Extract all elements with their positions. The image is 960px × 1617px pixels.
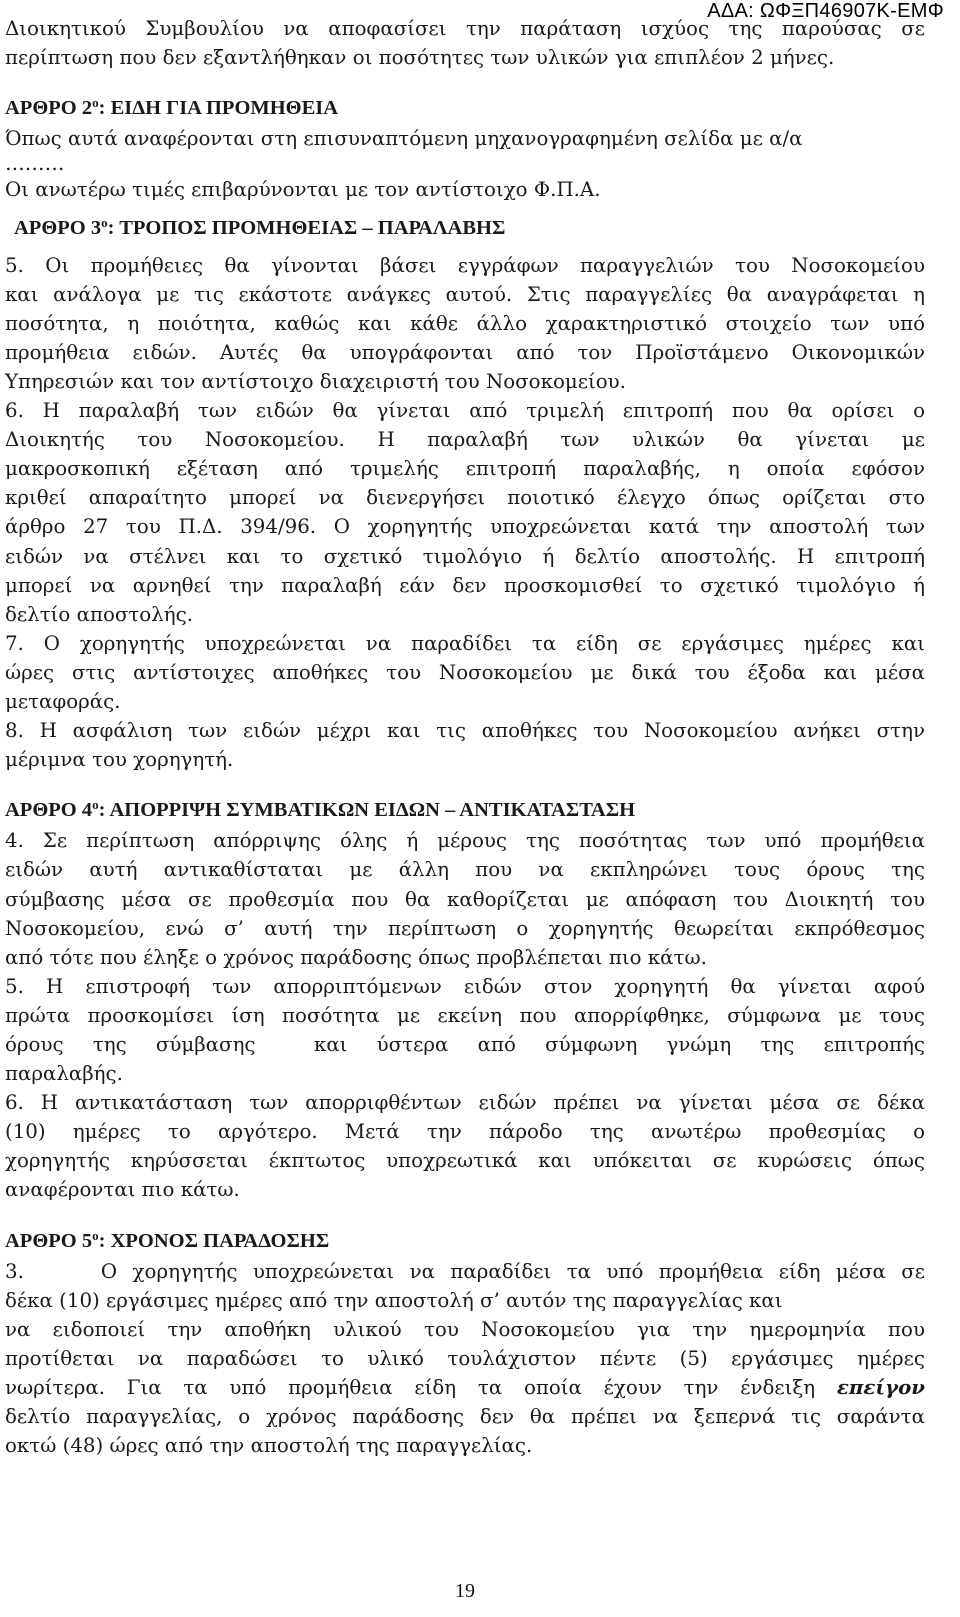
article-2-line: Όπως αυτά αναφέρονται στη επισυναπτόμενη μηχανογραφημένη σελίδα με α/α	[5, 127, 803, 151]
paragraph-line: Νοσοκομείου, ενώ σ’ αυτή την περίπτωση ο χορηγητής θεωρείται εκπρόθεσμος	[5, 916, 925, 940]
intro-line: περίπτωση που δεν εξαντλήθηκαν οι ποσότητες των υλικών για επιπλέον 2 μήνες.	[5, 46, 835, 70]
paragraph-line: αναφέρονται πιο κάτω.	[5, 1178, 240, 1202]
paragraph-line: 5. Η επιστροφή των απορριπτόμενων ειδών στον χορηγητή θα γίνεται αφού	[5, 974, 925, 998]
article-4-heading: ΑΡΘΡΟ $4^o$: ΑΠΟΡΡΙΨΗ ΣΥΜΒΑΤΙΚΩΝ ΕΙΔΩΝ – ΑΝΤΙΚΑΤΑΣΤΑΣΗ	[5, 797, 636, 822]
article-5-line: δελτίο παραγγελίας, ο χρόνος παράδοσης δεν θα πρέπει να ξεπερνά τις σαράντα	[5, 1405, 925, 1429]
article-2-heading: ΑΡΘΡΟ $2^o$: ΕΙΔΗ ΓΙΑ ΠΡΟΜΗΘΕΙΑ	[5, 95, 339, 120]
intro-line: Διοικητικού Συμβουλίου να αποφασίσει την παράταση ισχύος της παρούσας σε	[5, 17, 925, 40]
paragraph-line: παραλαβής.	[5, 1062, 123, 1086]
paragraph-line: ειδών αυτή αντικαθίσταται με άλλη που να εκπληρώνει τους όρους της	[5, 858, 925, 882]
paragraph-line: κριθεί απαραίτητο μπορεί να διενεργήσει ποιοτικό έλεγχο όπως ορίζεται στο	[5, 486, 925, 510]
article-5-line: οκτώ (48) ώρες από την αποστολή της παραγγελίας.	[5, 1434, 533, 1458]
paragraph-line: (10) ημέρες το αργότερο. Μετά την πάροδο της ανωτέρω προθεσμίας ο	[5, 1120, 925, 1144]
paragraph-line: χορηγητής κηρύσσεται έκπτωτος υποχρεωτικά και υπόκειται σε κυρώσεις όπως	[5, 1149, 925, 1173]
paragraph-line: 5. Οι προμήθειες θα γίνονται βάσει εγγράφων παραγγελιών του Νοσοκομείου	[5, 253, 925, 277]
page-number: 19	[455, 1580, 475, 1602]
article-3-heading: ΑΡΘΡΟ $3^o$: ΤΡΟΠΟΣ ΠΡΟΜΗΘΕΙΑΣ – ΠΑΡΑΛΑΒΗΣ	[14, 215, 506, 240]
paragraph-line: μακροσκοπική εξέταση από τριμελής επιτροπή παραλαβής, η οποία εφόσον	[5, 457, 925, 481]
article-2-line: ………	[5, 152, 65, 176]
article-3-body	[5, 251, 925, 775]
paragraph-line: 4. Σε περίπτωση απόρριψης όλης ή μέρους της ποσότητας των υπό προμήθεια	[5, 829, 925, 853]
paragraph-line: από τότε που έληξε ο χρόνος παράδοσης όπως προβλέπεται πιο κάτω.	[5, 945, 707, 969]
paragraph-line: μέριμνα του χορηγητή.	[5, 748, 234, 772]
paragraph-line: 6. Η αντικατάσταση των απορριφθέντων ειδών πρέπει να γίνεται μέσα σε δέκα	[5, 1091, 925, 1115]
paragraph-line: μπορεί να αρνηθεί την παραλαβή εάν δεν προσκομισθεί το σχετικό τιμολόγιο ή	[5, 573, 925, 597]
article-2-line: Οι ανωτέρω τιμές επιβαρύνονται με τον αντίστοιχο Φ.Π.Α.	[5, 178, 601, 202]
article-5-line: δέκα (10) εργάσιμες ημέρες από την αποστολή σ’ αυτόν της παραγγελίας και	[5, 1288, 783, 1312]
article-4-body	[5, 826, 925, 1204]
article-5-line: να ειδοποιεί την αποθήκη υλικού του Νοσοκομείου για την ημερομηνία που	[5, 1317, 925, 1341]
article-5-heading: ΑΡΘΡΟ $5^o$: ΧΡΟΝΟΣ ΠΑΡΑΔΟΣΗΣ	[5, 1227, 330, 1252]
urgent-emphasis: επείγον	[836, 1375, 925, 1400]
article-5-line: 3. Ο χορηγητής υποχρεώνεται να παραδίδει τα υπό προμήθεια είδη μέσα σε	[5, 1259, 925, 1283]
paragraph-line: Υπηρεσιών και τον αντίστοιχο διαχειριστή του Νοσοκομείου.	[5, 369, 626, 393]
paragraph-line: 7. Ο χορηγητής υποχρεώνεται να παραδίδει τα είδη σε εργάσιμες ημέρες και	[5, 631, 925, 655]
paragraph-line: μεταφοράς.	[5, 689, 121, 713]
paragraph-line: όρους της σύμβασης και ύστερα από σύμφωνη γνώμη της επιτροπής	[5, 1033, 925, 1056]
paragraph-line: προμήθεια ειδών. Αυτές θα υπογράφονται από τον Προϊστάμενο Οικονομικών	[5, 340, 925, 364]
paragraph-line: δελτίο αποστολής.	[5, 602, 193, 626]
ada-code: ΑΔΑ: ΩΦΞΠ46907Κ-ΕΜΦ	[707, 0, 944, 22]
paragraph-line: 6. Η παραλαβή των ειδών θα γίνεται από τριμελή επιτροπή που θα ορίσει ο	[5, 399, 925, 423]
paragraph-line: Διοικητής του Νοσοκομείου. Η παραλαβή των υλικών θα γίνεται με	[5, 428, 925, 452]
article-5-line: προτίθεται να παραδώσει το υλικό τουλάχιστον πέντε (5) εργάσιμες ημέρες	[5, 1346, 925, 1370]
paragraph-line: ειδών να στέλνει και το σχετικό τιμολόγιο ή δελτίο αποστολής. Η επιτροπή	[5, 544, 925, 568]
paragraph-line: πρώτα προσκομίσει ίση ποσότητα με εκείνη που απορρίφθηκε, σύμφωνα με τους	[5, 1003, 925, 1027]
article-5-line: νωρίτερα. Για τα υπό προμήθεια είδη τα οποία έχουν την ένδειξη επείγον	[5, 1375, 925, 1400]
paragraph-line: ποσότητα, η ποιότητα, καθώς και κάθε άλλο χαρακτηριστικό στοιχείο των υπό	[5, 311, 925, 335]
document-body	[5, 14, 925, 1460]
paragraph-line: σύμβασης μέσα σε προθεσμία που θα καθορίζεται με απόφαση του Διοικητή του	[5, 887, 925, 911]
paragraph-line: άρθρο 27 του Π.Δ. 394/96. Ο χορηγητής υποχρεώνεται κατά την αποστολή των	[5, 515, 925, 539]
paragraph-line: 8. Η ασφάλιση των ειδών μέχρι και τις αποθήκες του Νοσοκομείου ανήκει στην	[5, 719, 925, 743]
paragraph-line: και ανάλογα με τις εκάστοτε ανάγκες αυτού. Στις παραγγελίες θα αναγράφεται η	[5, 282, 925, 306]
paragraph-line: ώρες στις αντίστοιχες αποθήκες του Νοσοκομείου με δικά του έξοδα και μέσα	[5, 660, 925, 684]
